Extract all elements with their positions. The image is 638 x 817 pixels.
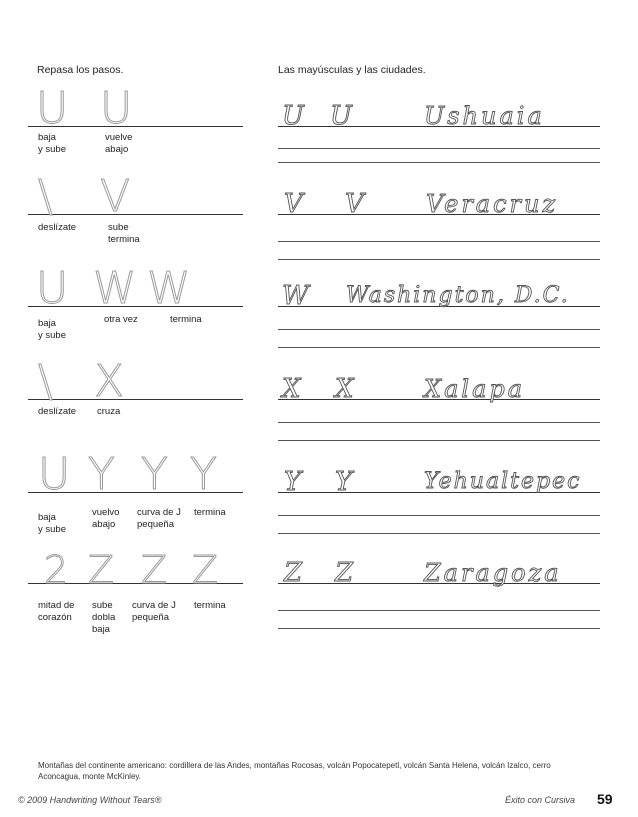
tracer-letter: V xyxy=(100,171,131,222)
writing-line xyxy=(278,610,600,611)
tracer-letter: U xyxy=(36,83,69,134)
cursive-letter: X xyxy=(335,374,355,404)
cursive-letter: V xyxy=(284,189,304,219)
city-word: Washington, D.C. xyxy=(346,283,570,308)
step-label: deslízate xyxy=(38,222,77,233)
step-label: termina xyxy=(170,314,202,325)
step-label: curva de J pequeña xyxy=(137,507,181,530)
step-label: sube dobla baja xyxy=(92,600,116,635)
tracer-letter: U xyxy=(100,83,133,134)
cursive-letter: W xyxy=(282,281,310,311)
step-label: mitad de corazón xyxy=(38,600,75,623)
writing-line xyxy=(278,515,600,516)
city-word: Xalapa xyxy=(424,375,526,403)
writing-line xyxy=(278,422,600,423)
cursive-letter: Y xyxy=(284,467,303,497)
writing-line xyxy=(278,347,600,348)
cursive-letter: Z xyxy=(284,558,304,588)
step-label: vuelve abajo xyxy=(105,132,133,155)
writing-line xyxy=(278,440,600,441)
writing-line xyxy=(278,148,600,149)
tracer-letter: \ xyxy=(38,356,53,407)
tracer-letter: W xyxy=(147,263,191,314)
tracer-letter: Y xyxy=(190,449,217,500)
step-label: baja y sube xyxy=(38,512,66,535)
step-label: otra vez xyxy=(104,314,138,325)
step-label: baja y sube xyxy=(38,318,66,341)
writing-line xyxy=(278,162,600,163)
baseline xyxy=(28,399,243,400)
cursive-letter: U xyxy=(330,101,353,131)
book-title: Éxito con Cursiva xyxy=(505,795,576,805)
copyright: © 2009 Handwriting Without Tears® xyxy=(18,795,162,805)
step-label: baja y sube xyxy=(38,132,66,155)
cursive-letter: Y xyxy=(335,467,354,497)
tracer-letter: Y xyxy=(141,449,168,500)
step-label: cruza xyxy=(97,406,121,417)
step-label: vuelvo abajo xyxy=(92,507,120,530)
step-label: deslízate xyxy=(38,406,77,417)
writing-line xyxy=(278,628,600,629)
cursive-letter: X xyxy=(282,374,302,404)
cursive-letter: U xyxy=(282,101,305,131)
city-word: Veracruz xyxy=(426,190,559,218)
tracer-letter: Z xyxy=(88,548,115,592)
tracer-letter: X xyxy=(94,356,125,407)
tracer-letter: \ xyxy=(38,171,53,222)
left-heading: Repasa los pasos. xyxy=(37,64,124,76)
cursive-letter: Z xyxy=(335,558,355,588)
city-word: Ushuaia xyxy=(424,102,545,130)
tracer-letter: W xyxy=(93,263,137,314)
tracer-letter: U xyxy=(38,449,71,500)
step-label: termina xyxy=(194,600,226,611)
step-label: curva de J pequeña xyxy=(132,600,176,623)
tracer-letter: 2 xyxy=(44,548,69,592)
tracer-letter: Z xyxy=(141,548,168,592)
footer-note: Montañas del continente americano: cordillera de las Andes, montañas Rocosas, volcán Popocatepetl, volcán Santa Helena, volcán Izalco, cerro Aconcagua, monte McKinley. xyxy=(38,761,551,781)
tracer-letter: Y xyxy=(88,449,115,500)
cursive-letter: V xyxy=(345,189,365,219)
writing-line xyxy=(278,259,600,260)
page-number: 59 xyxy=(597,791,613,807)
baseline xyxy=(28,214,243,215)
tracer-letter: Z xyxy=(192,548,219,592)
writing-line xyxy=(278,533,600,534)
step-label: termina xyxy=(194,507,226,518)
tracer-letter: U xyxy=(36,263,69,314)
right-heading: Las mayúsculas y las ciudades. xyxy=(278,64,426,76)
city-word: Zaragoza xyxy=(424,559,562,587)
writing-line xyxy=(278,241,600,242)
city-word: Yehualtepec xyxy=(424,469,582,494)
step-label: sube termina xyxy=(108,222,140,245)
writing-line xyxy=(278,329,600,330)
